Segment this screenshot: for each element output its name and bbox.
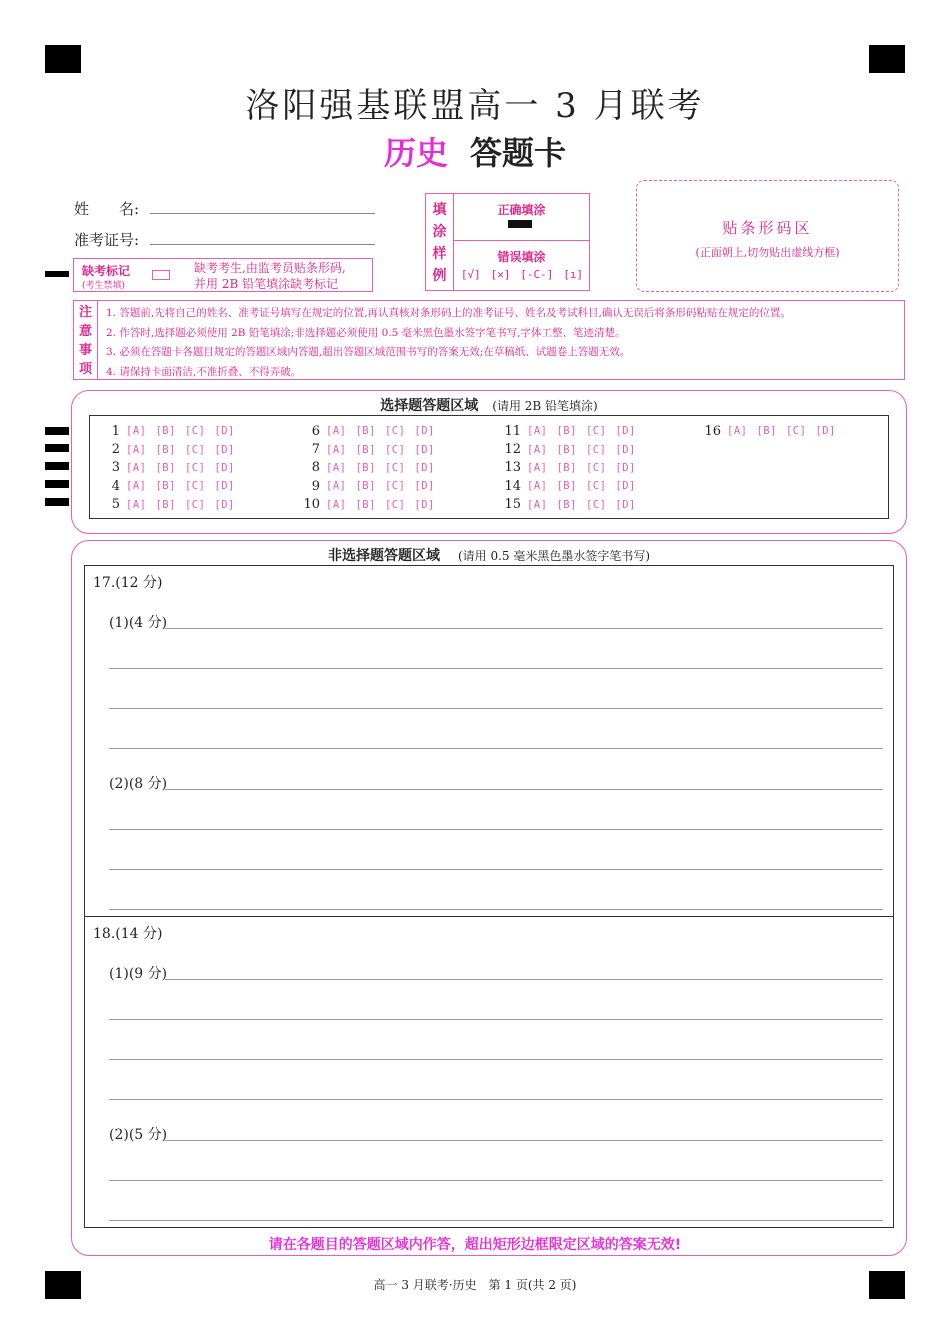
card-label: 答题卡 bbox=[470, 134, 567, 172]
answer-bubble[interactable]: [D] bbox=[414, 461, 435, 474]
answer-bubble[interactable]: [C] bbox=[184, 498, 206, 511]
barcode-subtitle: (正面朝上,切勿贴出虚线方框) bbox=[695, 246, 840, 259]
answer-bubble[interactable]: [A] bbox=[527, 443, 548, 456]
choice-row bbox=[298, 477, 444, 495]
question-18-box bbox=[84, 916, 894, 1228]
answer-bubble[interactable]: [B] bbox=[155, 443, 176, 456]
choice-row bbox=[298, 496, 444, 514]
notes-box bbox=[73, 300, 905, 380]
answer-bubble[interactable]: [C] bbox=[184, 425, 206, 438]
answer-bubble[interactable]: [D] bbox=[615, 480, 636, 493]
answer-bubble[interactable]: [D] bbox=[615, 461, 636, 474]
answer-bubble[interactable]: [C] bbox=[785, 425, 807, 438]
answer-bubble[interactable]: [D] bbox=[214, 443, 235, 456]
answer-bubble[interactable]: [B] bbox=[355, 461, 376, 474]
answer-bubble[interactable]: [D] bbox=[815, 425, 836, 438]
answer-bubble[interactable]: [B] bbox=[556, 461, 577, 474]
notes-list bbox=[106, 304, 791, 382]
answer-bubble[interactable]: [C] bbox=[585, 498, 607, 511]
fill-sample-side-label bbox=[426, 194, 454, 290]
notes-side-label bbox=[74, 301, 98, 379]
exam-id-label: 准考证号: bbox=[74, 231, 140, 249]
answer-line[interactable] bbox=[109, 1220, 883, 1221]
choice-row bbox=[499, 477, 645, 495]
answer-bubble[interactable]: [A] bbox=[527, 461, 548, 474]
answer-line[interactable] bbox=[109, 829, 883, 830]
side-char: 项 bbox=[78, 362, 92, 377]
answer-bubble[interactable]: [C] bbox=[184, 461, 206, 474]
answer-line[interactable] bbox=[109, 748, 883, 749]
timing-mark bbox=[45, 480, 69, 488]
question-number: 13 bbox=[504, 460, 521, 476]
answer-line[interactable] bbox=[109, 909, 883, 910]
question-number: 14 bbox=[504, 478, 521, 494]
barcode-title: 贴条形码区 bbox=[722, 219, 813, 237]
choice-column bbox=[298, 422, 444, 514]
side-char: 填 bbox=[432, 202, 447, 218]
answer-bubble[interactable]: [A] bbox=[326, 425, 347, 438]
side-char: 例 bbox=[432, 268, 447, 284]
question-17-box bbox=[84, 565, 894, 917]
answer-bubble[interactable]: [B] bbox=[556, 498, 577, 511]
fill-sample-box bbox=[425, 193, 590, 291]
question-number: 1 bbox=[111, 423, 120, 439]
answer-bubble[interactable]: [C] bbox=[585, 443, 607, 456]
sub-question-label: (1)(4 分) bbox=[109, 615, 168, 631]
answer-bubble[interactable]: [B] bbox=[756, 425, 777, 438]
answer-bubble[interactable]: [B] bbox=[355, 443, 376, 456]
page-title: 洛阳强基联盟高一 3 月联考 bbox=[245, 86, 705, 126]
answer-line[interactable] bbox=[165, 628, 883, 629]
sub-question-label: (1)(9 分) bbox=[109, 966, 168, 982]
note-item: 1. 答题前,先将自己的姓名、准考证号填写在规定的位置,再认真核对条形码上的准考证号、姓名及考试科目,确认无误后将条形码粘贴在规定的位置。 bbox=[106, 307, 791, 319]
choice-row bbox=[699, 422, 845, 440]
name-field[interactable] bbox=[150, 213, 375, 214]
answer-bubble[interactable]: [C] bbox=[384, 498, 406, 511]
wrong-fill-examples bbox=[456, 268, 588, 281]
answer-bubble[interactable]: [B] bbox=[355, 498, 376, 511]
wrong-mark: [ı] bbox=[563, 268, 584, 281]
answer-bubble[interactable]: [C] bbox=[184, 443, 206, 456]
answer-bubble[interactable]: [A] bbox=[126, 498, 147, 511]
timing-mark bbox=[45, 462, 69, 470]
answer-bubble[interactable]: [A] bbox=[326, 480, 347, 493]
question-number: 5 bbox=[111, 497, 120, 513]
answer-bubble[interactable]: [D] bbox=[214, 498, 235, 511]
answer-bubble[interactable]: [D] bbox=[414, 443, 435, 456]
answer-bubble[interactable]: [D] bbox=[414, 425, 435, 438]
answer-bubble[interactable]: [C] bbox=[384, 461, 406, 474]
choice-row bbox=[98, 422, 244, 440]
answer-line[interactable] bbox=[165, 979, 883, 980]
answer-bubble[interactable]: [B] bbox=[556, 480, 577, 493]
answer-bubble[interactable]: [A] bbox=[126, 425, 147, 438]
answer-bubble[interactable]: [B] bbox=[355, 480, 376, 493]
answer-bubble[interactable]: [B] bbox=[556, 443, 577, 456]
side-char: 意 bbox=[78, 324, 92, 339]
answer-bubble[interactable]: [C] bbox=[384, 480, 406, 493]
choice-section-title: 选择题答题区域 bbox=[380, 398, 479, 414]
nonchoice-section-header bbox=[72, 545, 906, 565]
nonchoice-section-title: 非选择题答题区域 bbox=[327, 548, 440, 564]
wrong-fill-label: 错误填涂 bbox=[497, 250, 546, 264]
choice-column bbox=[499, 422, 645, 514]
choice-column bbox=[699, 422, 845, 440]
timing-mark bbox=[45, 498, 69, 506]
answer-bubble[interactable]: [A] bbox=[326, 443, 347, 456]
answer-bubble[interactable]: [D] bbox=[214, 425, 235, 438]
answer-bubble[interactable]: [D] bbox=[414, 480, 435, 493]
answer-bubble[interactable]: [B] bbox=[556, 425, 577, 438]
answer-bubble[interactable]: [B] bbox=[155, 480, 176, 493]
answer-bubble[interactable]: [A] bbox=[527, 480, 548, 493]
choice-row bbox=[499, 459, 645, 477]
answer-bubble[interactable]: [C] bbox=[585, 461, 607, 474]
side-char: 事 bbox=[78, 343, 92, 358]
name-label: 姓 名: bbox=[74, 200, 140, 218]
subject-title bbox=[0, 128, 950, 174]
answer-bubble[interactable]: [A] bbox=[527, 425, 548, 438]
answer-line[interactable] bbox=[109, 1180, 883, 1181]
correct-fill-label: 正确填涂 bbox=[497, 203, 546, 217]
side-char: 涂 bbox=[432, 224, 447, 240]
note-item: 4. 请保持卡面清洁,不准折叠、不得弄破。 bbox=[106, 365, 302, 378]
choice-row bbox=[499, 440, 645, 458]
answer-line[interactable] bbox=[109, 1099, 883, 1100]
choice-row bbox=[98, 459, 244, 477]
side-char: 注 bbox=[78, 305, 92, 320]
answer-bubble[interactable]: [D] bbox=[615, 425, 636, 438]
answer-bubble[interactable]: [D] bbox=[615, 498, 636, 511]
absent-instruction-line: 缺考考生,由监考员贴条形码, bbox=[194, 261, 346, 275]
choice-column bbox=[98, 422, 244, 514]
choice-row bbox=[499, 496, 645, 514]
answer-line[interactable] bbox=[165, 789, 883, 790]
barcode-area bbox=[636, 180, 899, 292]
answer-bubble[interactable]: [D] bbox=[615, 443, 636, 456]
question-number: 4 bbox=[111, 478, 120, 494]
answer-bubble[interactable]: [C] bbox=[384, 443, 406, 456]
choice-row bbox=[98, 440, 244, 458]
choice-section bbox=[71, 390, 907, 534]
question-number: 12 bbox=[504, 442, 521, 458]
correct-fill-example bbox=[508, 220, 532, 228]
choice-row bbox=[98, 496, 244, 514]
question-number: 16 bbox=[704, 423, 721, 439]
wrong-mark: [-C-] bbox=[520, 268, 554, 281]
note-item: 2. 作答时,选择题必须使用 2B 铅笔填涂;非选择题必须使用 0.5 毫米黑色墨水签字笔书写,字体工整、笔迹清楚。 bbox=[106, 326, 626, 339]
absent-checkbox[interactable] bbox=[152, 270, 170, 280]
absent-label: 缺考标记 bbox=[82, 264, 131, 278]
side-char: 样 bbox=[432, 246, 447, 262]
answer-bubble[interactable]: [B] bbox=[355, 425, 376, 438]
question-number: 7 bbox=[311, 442, 320, 458]
question-number: 10 bbox=[303, 497, 320, 513]
exam-id-field[interactable] bbox=[150, 244, 375, 245]
absent-sub-label: (考生禁填) bbox=[82, 281, 126, 291]
answer-bubble[interactable]: [A] bbox=[126, 480, 147, 493]
note-item: 3. 必须在答题卡各题目规定的答题区域内答题,超出答题区域范围书写的答案无效;在草稿纸、试题卷上答题无效。 bbox=[106, 346, 631, 358]
choice-grid bbox=[89, 415, 889, 519]
question-number: 3 bbox=[111, 460, 120, 476]
absent-instruction-line: 并用 2B 铅笔填涂缺考标记 bbox=[194, 277, 339, 291]
answer-bubble[interactable]: [D] bbox=[214, 480, 235, 493]
question-number: 11 bbox=[504, 423, 521, 439]
answer-bubble[interactable]: [C] bbox=[384, 425, 406, 438]
answer-bubble[interactable]: [B] bbox=[155, 461, 176, 474]
question-number: 6 bbox=[311, 423, 320, 439]
warning-text: 请在各题目的答题区域内作答，超出矩形边框限定区域的答案无效! bbox=[268, 1237, 682, 1253]
absent-mark-box bbox=[73, 258, 373, 292]
answer-line[interactable] bbox=[109, 668, 883, 669]
question-title: 17.(12 分) bbox=[93, 575, 163, 591]
answer-bubble[interactable]: [C] bbox=[184, 480, 206, 493]
answer-line[interactable] bbox=[109, 869, 883, 870]
answer-bubble[interactable]: [A] bbox=[126, 443, 147, 456]
absent-instructions bbox=[194, 260, 346, 292]
answer-line[interactable] bbox=[109, 1019, 883, 1020]
answer-bubble[interactable]: [B] bbox=[155, 498, 176, 511]
choice-row bbox=[499, 422, 645, 440]
answer-bubble[interactable]: [A] bbox=[326, 461, 347, 474]
question-number: 9 bbox=[311, 478, 320, 494]
nonchoice-section-hint: (请用 0.5 毫米黑色墨水签字笔书写) bbox=[457, 549, 651, 563]
answer-line[interactable] bbox=[109, 1059, 883, 1060]
question-number: 8 bbox=[311, 460, 320, 476]
choice-row bbox=[298, 422, 444, 440]
answer-bubble[interactable]: [D] bbox=[214, 461, 235, 474]
answer-bubble[interactable]: [A] bbox=[126, 461, 147, 474]
answer-bubble[interactable]: [C] bbox=[585, 425, 607, 438]
wrong-mark: [√] bbox=[460, 268, 481, 281]
page-footer: 高一 3 月联考·历史 第 1 页(共 2 页) bbox=[373, 1278, 577, 1292]
choice-section-header bbox=[72, 395, 906, 415]
answer-bubble[interactable]: [A] bbox=[727, 425, 748, 438]
answer-bubble[interactable]: [D] bbox=[414, 498, 435, 511]
timing-mark bbox=[45, 427, 69, 435]
question-title: 18.(14 分) bbox=[93, 926, 163, 942]
answer-bubble[interactable]: [A] bbox=[527, 498, 548, 511]
sub-question-label: (2)(5 分) bbox=[109, 1127, 168, 1143]
corner-marker-top-right bbox=[869, 45, 905, 73]
answer-bubble[interactable]: [A] bbox=[326, 498, 347, 511]
answer-line[interactable] bbox=[165, 1140, 883, 1141]
choice-section-hint: (请用 2B 铅笔填涂) bbox=[492, 399, 598, 413]
subject-name: 历史 bbox=[383, 134, 448, 172]
choice-row bbox=[98, 477, 244, 495]
corner-marker-top-left bbox=[45, 45, 81, 73]
question-number: 15 bbox=[504, 497, 521, 513]
sub-question-label: (2)(8 分) bbox=[109, 776, 168, 792]
answer-bubble[interactable]: [C] bbox=[585, 480, 607, 493]
question-number: 2 bbox=[111, 442, 120, 458]
timing-mark bbox=[45, 271, 69, 277]
timing-mark bbox=[45, 444, 69, 452]
choice-row bbox=[298, 459, 444, 477]
answer-bubble[interactable]: [B] bbox=[155, 425, 176, 438]
answer-line[interactable] bbox=[109, 708, 883, 709]
choice-row bbox=[298, 440, 444, 458]
wrong-mark: [✕] bbox=[490, 268, 511, 281]
